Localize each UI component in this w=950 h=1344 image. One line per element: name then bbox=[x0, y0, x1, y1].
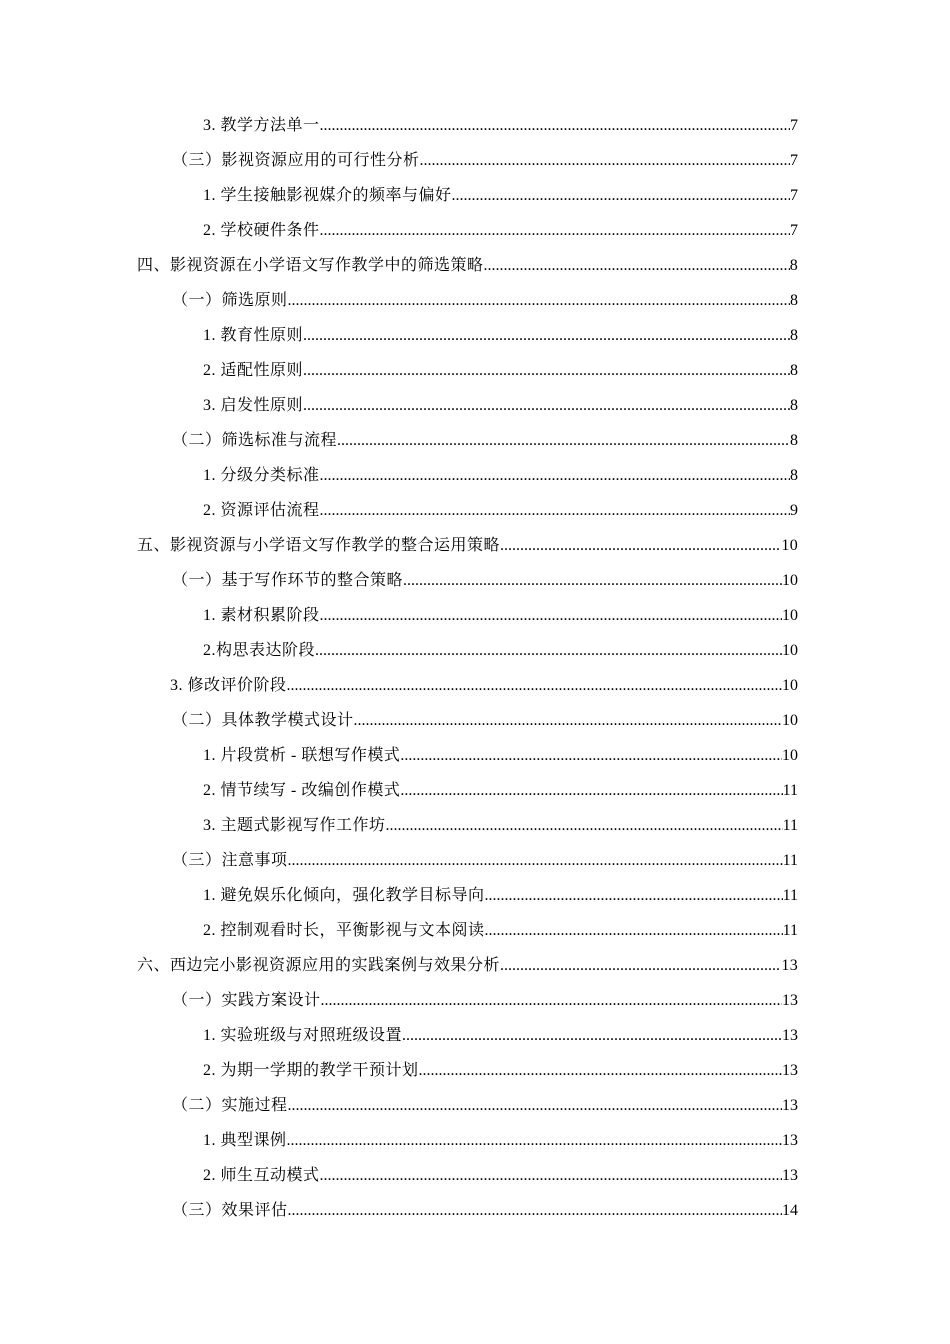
toc-dot-leader bbox=[485, 878, 783, 913]
toc-entry-title: （三）影视资源应用的可行性分析 bbox=[172, 152, 420, 169]
toc-dot-leader bbox=[320, 213, 790, 248]
toc-dot-leader bbox=[485, 913, 783, 948]
toc-entry[interactable] bbox=[0, 598, 950, 633]
toc-dot-leader bbox=[287, 1123, 782, 1158]
toc-entry-title: （三）注意事项 bbox=[172, 852, 288, 869]
toc-entry[interactable] bbox=[0, 808, 950, 843]
toc-entry[interactable] bbox=[0, 913, 950, 948]
toc-dot-leader bbox=[320, 598, 782, 633]
toc-dot-leader bbox=[303, 318, 790, 353]
toc-page-number: 10 bbox=[782, 572, 798, 589]
toc-entry-title: （三）效果评估 bbox=[172, 1202, 288, 1219]
toc-dot-leader bbox=[288, 283, 790, 318]
toc-entry-title: （二）具体教学模式设计 bbox=[172, 712, 354, 729]
toc-page-number: 7 bbox=[790, 117, 798, 134]
toc-dot-leader bbox=[452, 178, 790, 213]
toc-entry-title: 2.构思表达阶段 bbox=[203, 642, 316, 659]
toc-entry[interactable] bbox=[0, 143, 950, 178]
toc-dot-leader bbox=[315, 633, 782, 668]
toc-dot-leader bbox=[386, 808, 783, 843]
toc-dot-leader bbox=[320, 458, 790, 493]
toc-entry-title: 1. 素材积累阶段 bbox=[203, 607, 320, 624]
toc-entry[interactable] bbox=[0, 318, 950, 353]
toc-entry-title: 2. 情节续写 - 改编创作模式 bbox=[203, 782, 401, 799]
toc-page-number: 11 bbox=[782, 922, 798, 939]
toc-dot-leader bbox=[500, 528, 781, 563]
toc-entry[interactable] bbox=[0, 423, 950, 458]
toc-entry-title: 1. 教育性原则 bbox=[203, 327, 304, 344]
toc-entry[interactable] bbox=[0, 248, 950, 283]
toc-entry[interactable] bbox=[0, 878, 950, 913]
toc-dot-leader bbox=[403, 563, 782, 598]
toc-entry[interactable] bbox=[0, 633, 950, 668]
toc-page-number: 9 bbox=[790, 502, 798, 519]
toc-dot-leader bbox=[419, 1053, 782, 1088]
toc-dot-leader bbox=[402, 1018, 782, 1053]
toc-dot-leader bbox=[354, 703, 782, 738]
toc-page-number: 10 bbox=[781, 537, 798, 554]
toc-entry-title: 1. 片段赏析 - 联想写作模式 bbox=[203, 747, 401, 764]
toc-entry-title: （二）实施过程 bbox=[172, 1097, 288, 1114]
toc-entry[interactable] bbox=[0, 353, 950, 388]
toc-entry-title: （一）基于写作环节的整合策略 bbox=[172, 572, 404, 589]
toc-entry-title: 3. 修改评价阶段 bbox=[170, 677, 287, 694]
toc-entry[interactable] bbox=[0, 458, 950, 493]
toc-page-number: 8 bbox=[790, 292, 798, 309]
toc-entry-title: 3. 启发性原则 bbox=[203, 397, 304, 414]
toc-page-number: 8 bbox=[790, 362, 798, 379]
toc-dot-leader bbox=[303, 353, 790, 388]
toc-entry-title: 2. 为期一学期的教学干预计划 bbox=[203, 1062, 419, 1079]
toc-dot-leader bbox=[420, 143, 790, 178]
toc-dot-leader bbox=[321, 983, 782, 1018]
toc-dot-leader bbox=[288, 1088, 782, 1123]
toc-entry[interactable] bbox=[0, 983, 950, 1018]
toc-entry[interactable] bbox=[0, 843, 950, 878]
toc-entry-title: 1. 学生接触影视媒介的频率与偏好 bbox=[203, 187, 452, 204]
toc-entry-title: 2. 控制观看时长，平衡影视与文本阅读 bbox=[203, 922, 485, 939]
toc-entry[interactable] bbox=[0, 528, 950, 563]
toc-entry-title: （一）筛选原则 bbox=[172, 292, 288, 309]
toc-entry[interactable] bbox=[0, 283, 950, 318]
toc-page-number: 13 bbox=[781, 957, 798, 974]
toc-entry[interactable] bbox=[0, 1123, 950, 1158]
toc-entry[interactable] bbox=[0, 178, 950, 213]
toc-page-number: 7 bbox=[790, 187, 798, 204]
toc-entry-title: 3. 主题式影视写作工作坊 bbox=[203, 817, 386, 834]
toc-page-number: 10 bbox=[782, 747, 798, 764]
toc-entry[interactable] bbox=[0, 108, 950, 143]
toc-dot-leader bbox=[288, 843, 783, 878]
toc-entry[interactable] bbox=[0, 948, 950, 983]
toc-entry[interactable] bbox=[0, 1158, 950, 1193]
toc-page-number: 11 bbox=[782, 887, 798, 904]
toc-dot-leader bbox=[320, 1158, 782, 1193]
toc-page-number: 7 bbox=[790, 152, 798, 169]
toc-entry-title: 四、影视资源在小学语文写作教学中的筛选策略 bbox=[137, 257, 484, 274]
toc-dot-leader bbox=[288, 1193, 782, 1228]
toc-dot-leader bbox=[400, 738, 782, 773]
toc-entry-title: 1. 典型课例 bbox=[203, 1132, 287, 1149]
toc-entry-title: 五、影视资源与小学语文写作教学的整合运用策略 bbox=[137, 537, 501, 554]
toc-entry-title: 2. 师生互动模式 bbox=[203, 1167, 320, 1184]
toc-entry-title: 2. 适配性原则 bbox=[203, 362, 304, 379]
toc-entry[interactable] bbox=[0, 563, 950, 598]
toc-page-number: 10 bbox=[782, 607, 798, 624]
toc-entry[interactable] bbox=[0, 703, 950, 738]
toc-entry-title: 2. 学校硬件条件 bbox=[203, 222, 320, 239]
toc-page-number: 8 bbox=[790, 432, 798, 449]
toc-dot-leader bbox=[400, 773, 782, 808]
toc-page-number: 8 bbox=[789, 257, 798, 274]
toc-page-number: 13 bbox=[782, 1027, 798, 1044]
toc-page-number: 14 bbox=[782, 1202, 798, 1219]
toc-entry-title: 1. 实验班级与对照班级设置 bbox=[203, 1027, 403, 1044]
toc-entry[interactable] bbox=[0, 1018, 950, 1053]
table-of-contents bbox=[0, 108, 950, 1228]
toc-dot-leader bbox=[320, 493, 790, 528]
toc-page-number: 11 bbox=[782, 852, 798, 869]
toc-page-number: 10 bbox=[782, 712, 798, 729]
toc-entry[interactable] bbox=[0, 493, 950, 528]
toc-entry[interactable] bbox=[0, 668, 950, 703]
toc-page-number: 8 bbox=[790, 397, 798, 414]
toc-dot-leader bbox=[484, 248, 790, 283]
toc-dot-leader bbox=[320, 108, 790, 143]
toc-page-number: 11 bbox=[782, 817, 798, 834]
toc-page-number: 11 bbox=[782, 782, 798, 799]
toc-entry[interactable] bbox=[0, 213, 950, 248]
toc-entry-title: 3. 教学方法单一 bbox=[203, 117, 320, 134]
toc-entry[interactable] bbox=[0, 388, 950, 423]
toc-entry[interactable] bbox=[0, 1053, 950, 1088]
toc-page-number: 13 bbox=[782, 1062, 798, 1079]
toc-entry[interactable] bbox=[0, 1088, 950, 1123]
toc-dot-leader bbox=[303, 388, 790, 423]
toc-entry-title: 1. 分级分类标准 bbox=[203, 467, 320, 484]
toc-entry-title: （一）实践方案设计 bbox=[172, 992, 321, 1009]
toc-page-number: 8 bbox=[790, 327, 798, 344]
toc-entry-title: 六、西边完小影视资源应用的实践案例与效果分析 bbox=[137, 957, 501, 974]
toc-page-number: 13 bbox=[782, 1132, 798, 1149]
toc-entry[interactable] bbox=[0, 1193, 950, 1228]
toc-page-number: 8 bbox=[790, 467, 798, 484]
toc-entry-title: 2. 资源评估流程 bbox=[203, 502, 320, 519]
toc-page-number: 7 bbox=[790, 222, 798, 239]
toc-page-number: 13 bbox=[782, 992, 798, 1009]
toc-entry[interactable] bbox=[0, 738, 950, 773]
toc-entry-title: （二）筛选标准与流程 bbox=[172, 432, 338, 449]
toc-entry[interactable] bbox=[0, 773, 950, 808]
toc-dot-leader bbox=[287, 668, 782, 703]
toc-page-number: 10 bbox=[782, 642, 798, 659]
toc-entry-title: 1. 避免娱乐化倾向，强化教学目标导向 bbox=[203, 887, 485, 904]
toc-page-number: 13 bbox=[782, 1167, 798, 1184]
toc-dot-leader bbox=[500, 948, 781, 983]
toc-dot-leader bbox=[337, 423, 790, 458]
toc-page-number: 13 bbox=[782, 1097, 798, 1114]
toc-page-number: 10 bbox=[782, 677, 798, 694]
